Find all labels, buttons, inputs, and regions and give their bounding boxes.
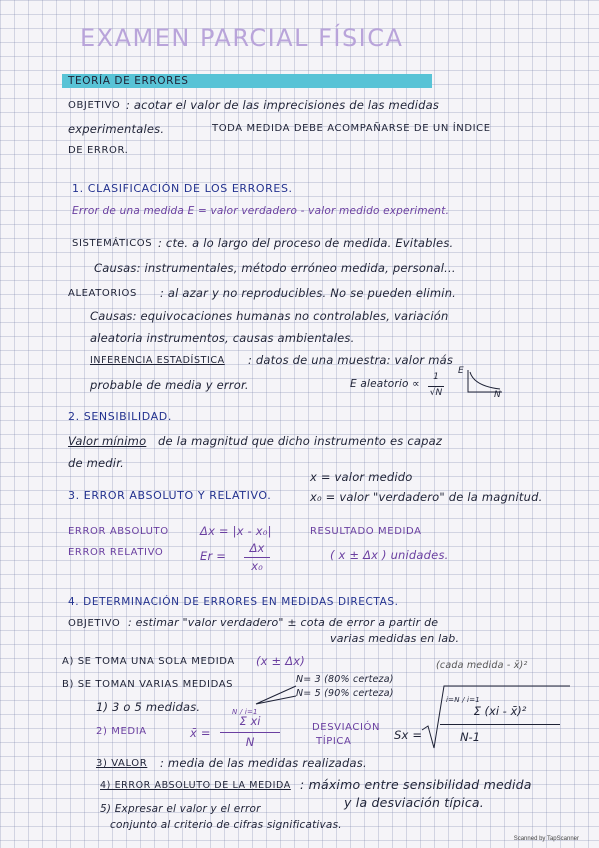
item4-label: 4) ERROR ABSOLUTO DE LA MEDIDA — [100, 780, 291, 791]
inferencia-text: : datos de una muestra: valor más — [248, 353, 454, 367]
rel-numerator: Δx — [249, 541, 265, 555]
causas-1: Causas: instrumentales, método erróneo medida, personal... — [94, 261, 456, 275]
s4-heading: 4. DETERMINACIÓN DE ERRORES EN MEDIDAS DIRECTAS. — [68, 596, 399, 608]
objective-line1: : acotar el valor de las imprecisiones de las medidas — [126, 98, 440, 112]
item1: 1) 3 o 5 medidas. — [96, 700, 201, 714]
objective-label: OBJETIVO — [68, 100, 121, 111]
media-sum-limits: N / i=1 — [232, 708, 258, 716]
page-title: EXAMEN PARCIAL FÍSICA — [80, 24, 404, 52]
sx-sum-limits: i=N / i=1 — [446, 696, 480, 704]
objective-line2: experimentales. — [68, 122, 165, 136]
s2-text2: de medir. — [68, 456, 124, 470]
rel-error-label: ERROR RELATIVO — [68, 547, 164, 558]
s4-obj-text1: : estimar "valor verdadero" ± cota de error a partir de — [128, 616, 439, 629]
item5-line1: 5) Expresar el valor y el error — [100, 803, 261, 815]
s3-heading: 3. ERROR ABSOLUTO Y RELATIVO. — [68, 489, 272, 502]
resultado-label: RESULTADO MEDIDA — [310, 526, 422, 537]
sistematicos-text: : cte. a lo largo del proceso de medida. Evitables. — [158, 236, 454, 250]
x0-definition: x₀ = valor "verdadero" de la magnitud. — [310, 490, 543, 504]
sistematicos-label: SISTEMÁTICOS — [72, 238, 153, 249]
item5-line2: conjunto al criterio de cifras significativas. — [110, 819, 342, 831]
media-lhs: x̄ = — [190, 726, 211, 740]
s4-obj-label: OBJETIVO — [68, 618, 121, 629]
item4-text2: y la desviación típica. — [344, 795, 484, 810]
desviacion-label-1: DESVIACIÓN — [312, 722, 381, 733]
causas-2a: Causas: equivocaciones humanas no controlables, variación — [90, 309, 449, 323]
item4-text: : máximo entre sensibilidad medida — [300, 777, 532, 792]
aleatorios-label: ALEATORIOS — [68, 288, 137, 299]
media-numerator: Σ xi — [239, 714, 261, 728]
media-fraction-bar — [220, 732, 280, 733]
prop-denominator: √N — [429, 388, 443, 398]
inferencia-label: INFERENCIA ESTADÍSTICA — [90, 355, 225, 366]
section-heading: TEORÍA DE ERRORES — [68, 75, 189, 87]
desviacion-label-2: TÍPICA — [316, 736, 352, 747]
x-definition: x = valor medido — [310, 470, 413, 484]
b-label: B) SE TOMAN VARIAS MEDIDAS — [62, 679, 234, 690]
s4-obj-text2: varias medidas en lab. — [330, 632, 460, 645]
item2-label: 2) MEDIA — [96, 726, 147, 737]
cada-medida-note: (cada medida - x̄)² — [436, 660, 528, 671]
rel-denominator: x₀ — [251, 559, 263, 573]
sx-lhs: Sx = — [394, 728, 423, 742]
sx-fraction-bar — [440, 724, 560, 725]
aleatorios-text: : al azar y no reproducibles. No se pueden elimin. — [160, 286, 457, 300]
abs-error-label: ERROR ABSOLUTO — [68, 526, 169, 537]
sx-numerator: Σ (xi - x̄)² — [473, 704, 527, 718]
causas-2b: aleatoria instrumentos, causas ambientales. — [90, 331, 355, 345]
resultado-formula: ( x ± Δx ) unidades. — [330, 548, 449, 562]
media-denominator: N — [245, 735, 255, 749]
rel-fraction-bar — [244, 557, 270, 558]
item3-label: 3) VALOR — [96, 758, 148, 769]
scanner-watermark: Scanned by TapScanner — [513, 836, 579, 842]
rel-error-symbol: Εr = — [200, 549, 227, 563]
sx-denominator: N-1 — [459, 730, 481, 744]
s1-heading: 1. CLASIFICACIÓN DE LOS ERRORES. — [72, 182, 293, 195]
abs-error-formula: Δx = |x - x₀| — [200, 524, 272, 538]
s2-text1: de la magnitud que dicho instrumento es capaz — [158, 434, 443, 448]
objective-line2-caps: TODA MEDIDA DEBE ACOMPAÑARSE DE UN ÍNDICE — [212, 123, 491, 134]
s2-underlined: Valor mínimo — [68, 434, 147, 448]
aleatorio-prop: E aleatorio ∝ — [350, 378, 420, 390]
inferencia-line2: probable de media y error. — [90, 378, 249, 392]
s1-definition: Error de una medida E = valor verdadero - valor medido experiment. — [72, 205, 450, 217]
graph-y-label: E — [458, 366, 464, 376]
prop-fraction-bar — [428, 386, 444, 387]
s2-heading: 2. SENSIBILIDAD. — [68, 410, 172, 423]
n5-note: N= 5 (90% certeza) — [296, 688, 394, 699]
objective-line3: DE ERROR. — [68, 145, 129, 156]
n3-note: N= 3 (80% certeza) — [296, 674, 394, 685]
graph-x-label: N — [494, 390, 501, 400]
prop-numerator: 1 — [433, 372, 439, 382]
a-label: A) SE TOMA UNA SOLA MEDIDA — [62, 656, 235, 667]
item3-text: : media de las medidas realizadas. — [160, 756, 367, 770]
a-formula: (x ± Δx) — [256, 654, 305, 668]
pointer-arrow-icon — [254, 682, 300, 706]
